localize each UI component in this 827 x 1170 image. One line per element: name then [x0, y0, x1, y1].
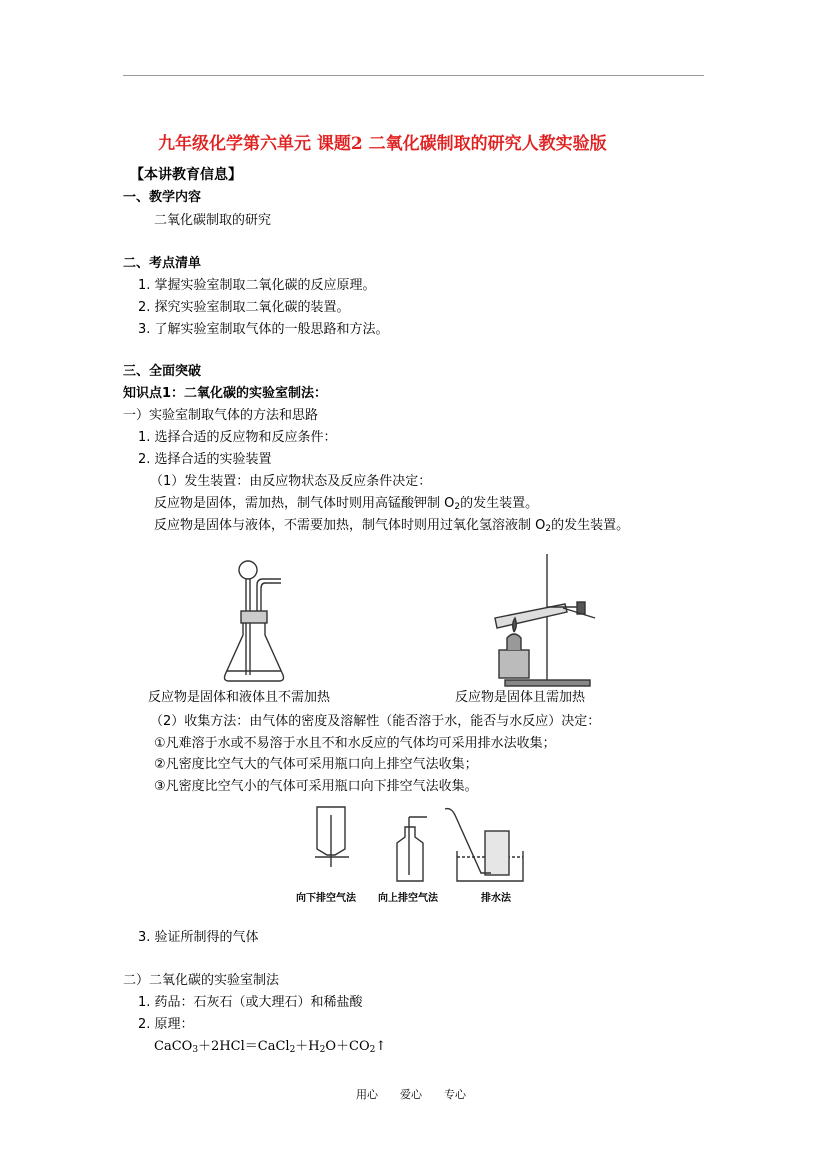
collection-label: 向下排空气法: [296, 893, 356, 904]
section-1-heading: 一、教学内容: [123, 190, 202, 205]
section-3-heading: 三、全面突破: [123, 364, 202, 379]
collection-method-text: （2）收集方法：由气体的密度及溶解性（能否溶于水，能否与水反应）决定：: [150, 714, 601, 729]
list-item: ③凡密度比空气小的气体可采用瓶口向下排空气法收集。: [154, 779, 478, 794]
figure-caption-right: 反应物是固体且需加热: [455, 690, 586, 705]
header-rule: [123, 75, 704, 76]
generator-line-1: 反应物是固体，需加热，制气体时则用高锰酸钾制 $O_2$的发生装置。: [154, 496, 539, 512]
list-item: 1. 掌握实验室制取二氧化碳的反应原理。: [138, 278, 376, 293]
list-item: 1. 药品：石灰石（或大理石）和稀盐酸: [138, 995, 363, 1010]
list-item: 2. 原理：: [138, 1017, 194, 1032]
part-1-heading: 一）实验室制取气体的方法和思路: [123, 408, 319, 423]
generator-line-2: 反应物是固体与液体，不需要加热，制气体时则用过氧化氢溶液制 $O_2$的发生装置。: [154, 518, 630, 534]
list-item: 2. 探究实验室制取二氧化碳的装置。: [138, 300, 350, 315]
generator-device-text: （1）发生装置：由反应物状态及反应条件决定：: [150, 474, 432, 489]
info-header: 【本讲教育信息】: [130, 167, 242, 183]
knowledge-point-1: 知识点1：二氧化碳的实验室制法：: [123, 386, 328, 401]
collection-label: 向上排空气法: [378, 893, 438, 904]
document-title: 九年级化学第六单元 课题2 二氧化碳制取的研究人教实验版: [158, 134, 607, 154]
list-item: ②凡密度比空气大的气体可采用瓶口向上排空气法收集；: [154, 757, 478, 772]
figure-caption-left: 反应物是固体和液体且不需加热: [148, 690, 331, 705]
page-footer: 用心 爱心 专心: [356, 1088, 466, 1101]
chemical-equation: $CaCO_3+2HCl=CaCl_2+H_2O+CO_2↑$: [154, 1039, 387, 1055]
section-1-text: 二氧化碳制取的研究: [154, 213, 272, 228]
section-2-heading: 二、考点清单: [123, 256, 202, 271]
list-item: ①凡难溶于水或不易溶于水且不和水反应的气体均可采用排水法收集；: [154, 736, 556, 751]
list-item: 1. 选择合适的反应物和反应条件：: [138, 430, 337, 445]
list-item: 3. 了解实验室制取气体的一般思路和方法。: [138, 322, 389, 337]
collection-label: 排水法: [481, 893, 511, 904]
list-item: 3. 验证所制得的气体: [138, 930, 259, 945]
gas-collection-illustration: [295, 805, 535, 885]
flask-apparatus-illustration: [215, 555, 295, 690]
heating-apparatus-illustration: [485, 552, 610, 694]
list-item: 2. 选择合适的实验装置: [138, 452, 272, 467]
part-2-heading: 二）二氧化碳的实验室制法: [123, 973, 280, 988]
